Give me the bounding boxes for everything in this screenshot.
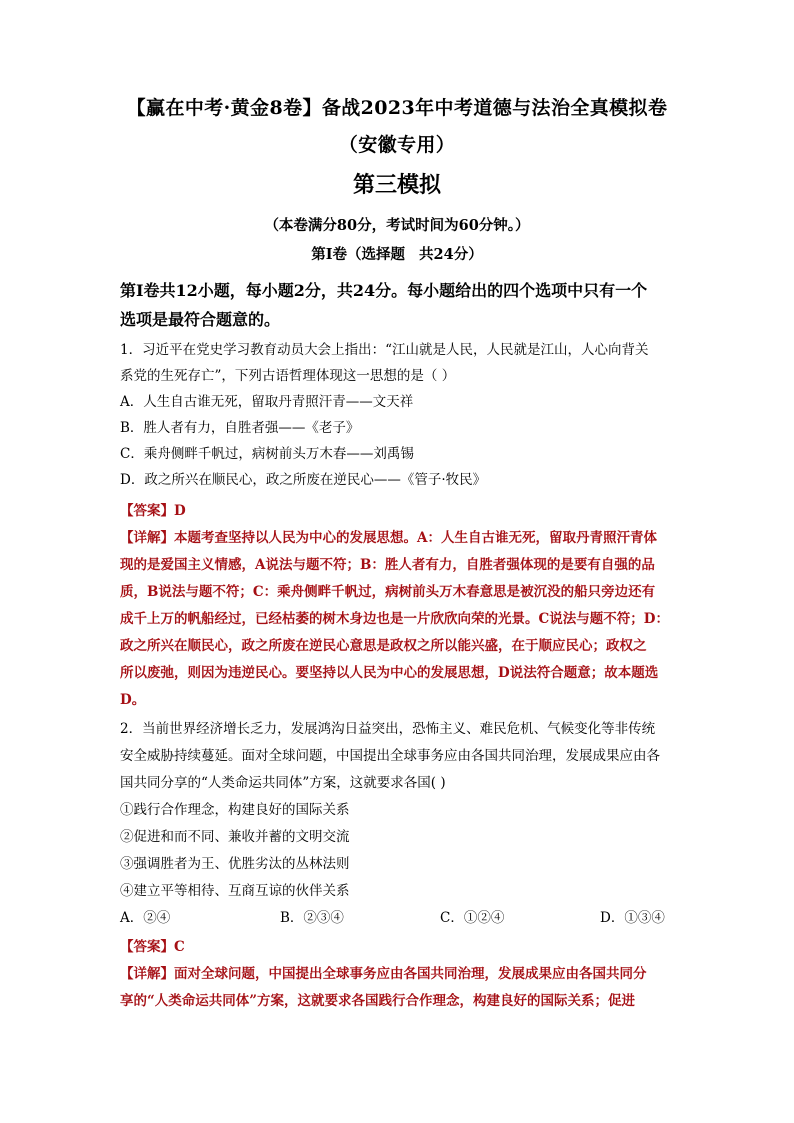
answer-line <box>120 934 680 961</box>
question-2 <box>120 716 680 932</box>
section-heading-left: 第Ⅰ卷（选择题 <box>311 246 406 263</box>
section-heading-right: 共24分） <box>419 246 483 263</box>
question-stem: 2．当前世界经济增长乏力，发展鸿沟日益突出，恐怖主义、难民危机、气候变化等非传统 <box>120 721 656 737</box>
instruction-line: 第Ⅰ卷共12小题，每小题2分，共24分。每小题给出的四个选项中只有一个 <box>120 281 648 300</box>
option-a: A．②④ <box>120 910 171 926</box>
answer-label: 【答案】 <box>120 503 174 519</box>
explanation-line: 现的是爱国主义情感，A说法与题不符；B：胜人者有力，自胜者强体现的是要有自强的品 <box>120 557 655 573</box>
question-2-answer <box>120 934 680 1015</box>
exam-subtitle: 第三模拟 <box>352 172 441 198</box>
option-c: C．①②④ <box>440 910 505 926</box>
option-b: B．胜人者有力，自胜者强——《老子》 <box>120 420 360 436</box>
explanation-line: 【详解】本题考查坚持以人民为中心的发展思想。A：人生自古谁无死，留取丹青照汗青体 <box>120 530 657 546</box>
answer-value: C <box>174 939 185 955</box>
page-title: 【赢在中考·黄金8卷】备战2023年中考道德与法治全真模拟卷（安徽专用） <box>126 97 668 156</box>
statement-2: ②促进和而不同、兼收并蓄的文明交流 <box>120 829 350 845</box>
statement-4: ④建立平等相待、互商互谅的伙伴关系 <box>120 883 350 899</box>
explanation-line: 政之所兴在顺民心，政之所废在逆民心意思是政权之所以能兴盛，在于顺应民心；政权之 <box>120 638 647 654</box>
answer-line <box>120 498 680 525</box>
option-c: C．乘舟侧畔千帆过，病树前头万木春——刘禹锡 <box>120 446 414 462</box>
question-stem: 安全威胁持续蔓延。面对全球问题，中国提出全球事务应由各国共同治理，发展成果应由各 <box>120 748 660 764</box>
question-1-answer <box>120 498 680 714</box>
explanation-line: 【详解】面对全球问题，中国提出全球事务应由各国共同治理，发展成果应由各国共同分 <box>120 966 647 982</box>
explanation-line: D。 <box>120 692 146 708</box>
instruction-line: 选项是最符合题意的。 <box>120 310 281 329</box>
option-d: D．政之所兴在顺民心，政之所废在逆民心——《管子·牧民》 <box>120 472 487 488</box>
answer-value: D <box>174 503 186 519</box>
option-d: D．①③④ <box>600 910 665 926</box>
score-note: （本卷满分80分，考试时间为60分钟。） <box>264 217 530 234</box>
instructions <box>120 276 680 334</box>
question-stem: 国共同分享的“人类命运共同体”方案，这就要求各国( ) <box>120 775 446 791</box>
answer-label: 【答案】 <box>120 939 174 955</box>
section-heading <box>0 243 794 267</box>
question-1 <box>120 337 680 493</box>
explanation-line: 所以废弛，则因为违逆民心。要坚持以人民为中心的发展思想，D说法符合题意；故本题选 <box>120 665 659 681</box>
option-row <box>120 905 680 932</box>
statement-3: ③强调胜者为王、优胜劣汰的丛林法则 <box>120 856 350 872</box>
question-stem: 1．习近平在党史学习教育动员大会上指出：“江山就是人民，人民就是江山，人心向背关 <box>120 342 649 358</box>
explanation-line: 享的“人类命运共同体”方案，这就要求各国践行合作理念，构建良好的国际关系；促进 <box>120 993 636 1009</box>
option-b: B．②③④ <box>280 910 344 926</box>
explanation-line: 质，B说法与题不符；C：乘舟侧畔千帆过，病树前头万木春意思是被沉没的船只旁边还有 <box>120 584 656 600</box>
option-a: A．人生自古谁无死，留取丹青照汗青——文天祥 <box>120 394 414 410</box>
question-stem: 系党的生死存亡”，下列古语哲理体现这一思想的是（ ） <box>120 368 456 384</box>
explanation-line: 成千上万的帆船经过，已经枯萎的树木身边也是一片欣欣向荣的光景。C说法与题不符；D： <box>120 611 669 627</box>
statement-1: ①践行合作理念，构建良好的国际关系 <box>120 802 350 818</box>
